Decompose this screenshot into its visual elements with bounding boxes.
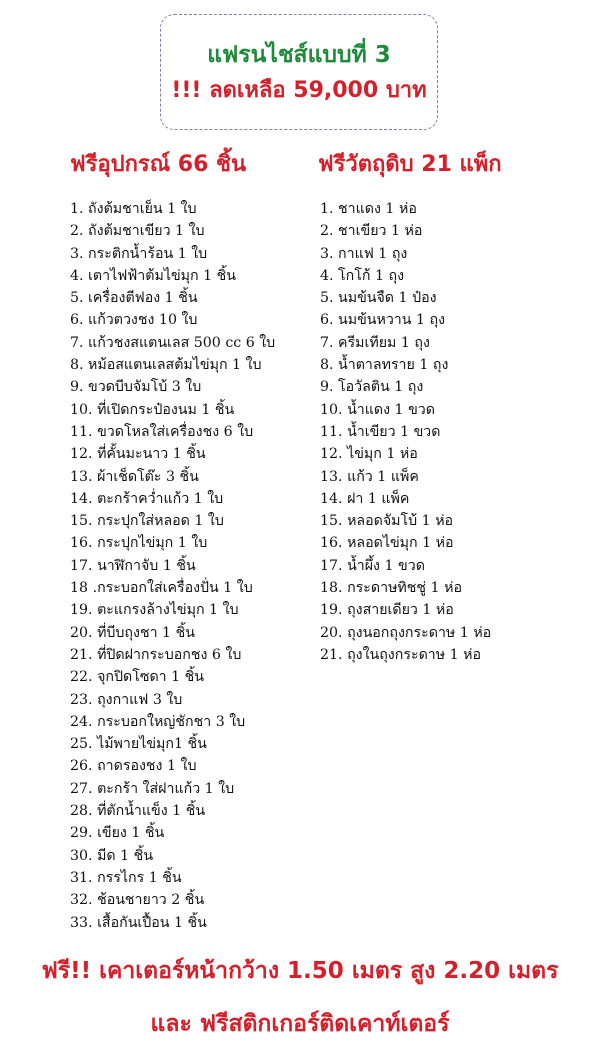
- equipment-item: 12. ที่คั้นมะนาว 1 ชิ้น: [70, 446, 206, 463]
- equipment-item: 2. ถังต้มชาเขียว 1 ใบ: [70, 223, 205, 240]
- equipment-item: 13. ผ้าเช็ดโต๊ะ 3 ชิ้น: [70, 468, 199, 485]
- equipment-item: 25. ไม้พายไข่มุก1 ชิ้น: [70, 736, 207, 753]
- ingredient-item: 19. ถุงสายเดียว 1 ห่อ: [320, 602, 454, 619]
- equipment-item: 4. เตาไฟฟ้าต้มไข่มุก 1 ชิ้น: [70, 267, 236, 284]
- ingredient-item: 20. ถุงนอกถุงกระดาษ 1 ห่อ: [320, 624, 492, 641]
- price-promo: !!! ลดเหลือ 59,000 บาท: [171, 78, 427, 103]
- ingredient-item: 13. แก้ว 1 แพ็ค: [320, 468, 419, 485]
- ingredient-item: 5. นมข้นจืด 1 ป๋อง: [320, 290, 437, 307]
- equipment-item: 7. แก้วชงสแตนเลส 500 cc 6 ใบ: [70, 334, 276, 351]
- ingredient-item: 2. ชาเขียว 1 ห่อ: [320, 223, 423, 240]
- equipment-heading: ฟรีอุปกรณ์ 66 ชิ้น: [70, 152, 247, 177]
- franchise-title: แฟรนไชส์แบบที่ 3: [207, 42, 391, 68]
- sticker-offer: และ ฟรีสติกเกอร์ติดเคาท์เตอร์: [150, 1011, 450, 1037]
- equipment-item: 9. ขวดบีบจัมโบ้ 3 ใบ: [70, 379, 202, 396]
- equipment-item: 19. ตะแกรงล้างไข่มุก 1 ใบ: [70, 602, 239, 619]
- ingredient-item: 15. หลอดจัมโบ้ 1 ห่อ: [320, 513, 454, 530]
- ingredient-item: 9. โอวัลติน 1 ถุง: [320, 379, 424, 396]
- ingredients-list: [320, 198, 491, 666]
- equipment-item: 33. เสื้อกันเปื้อน 1 ชิ้น: [70, 914, 207, 931]
- equipment-item: 5. เครื่องตีฟอง 1 ชิ้น: [70, 290, 198, 307]
- equipment-item: 8. หม้อสแตนเลสต้มไข่มุก 1 ใบ: [70, 357, 262, 374]
- ingredient-item: 1. ชาแดง 1 ห่อ: [320, 201, 417, 217]
- equipment-item: 24. กระบอกใหญ่ชักชา 3 ใบ: [70, 713, 246, 730]
- ingredient-item: 17. น้ำผึ้ง 1 ขวด: [320, 557, 425, 574]
- ingredient-item: 8. น้ำตาลทราย 1 ถุง: [320, 357, 449, 374]
- ingredient-item: 21. ถุงในถุงกระดาษ 1 ห่อ: [320, 646, 482, 663]
- equipment-list: [70, 198, 275, 934]
- equipment-item: 23. ถุงกาแฟ 3 ใบ: [70, 691, 183, 708]
- equipment-item: 28. ที่ตักน้ำแข็ง 1 ชิ้น: [70, 803, 206, 820]
- ingredient-item: 7. ครีมเทียม 1 ถุง: [320, 334, 430, 351]
- ingredient-item: 16. หลอดไข่มุก 1 ห่อ: [320, 535, 454, 552]
- ingredient-item: 3. กาแฟ 1 ถุง: [320, 245, 408, 262]
- equipment-item: 29. เขียง 1 ชิ้น: [70, 825, 165, 842]
- ingredient-item: 11. น้ำเขียว 1 ขวด: [320, 423, 441, 440]
- ingredient-item: 6. นมข้นหวาน 1 ถุง: [320, 312, 446, 329]
- ingredient-item: 12. ไข่มุก 1 ห่อ: [320, 446, 418, 463]
- ingredient-item: 14. ฝา 1 แพ็ค: [320, 490, 410, 507]
- equipment-item: 10. ที่เปิดกระป๋องนม 1 ชิ้น: [70, 401, 235, 418]
- equipment-item: 3. กระติกน้ำร้อน 1 ใบ: [70, 245, 208, 262]
- equipment-item: 31. กรรไกร 1 ชิ้น: [70, 869, 182, 886]
- equipment-item: 18 .กระบอกใส่เครื่องปั่น 1 ใบ: [70, 580, 253, 597]
- equipment-item: 6. แก้วตวงชง 10 ใบ: [70, 312, 198, 329]
- ingredient-item: 4. โกโก้ 1 ถุง: [320, 267, 405, 284]
- equipment-item: 20. ที่บีบถุงชา 1 ชิ้น: [70, 624, 195, 641]
- equipment-item: 16. กระปุกไข่มุก 1 ใบ: [70, 535, 208, 552]
- promo-header-box: [160, 14, 438, 130]
- equipment-item: 15. กระปุกใส่หลอด 1 ใบ: [70, 513, 224, 530]
- equipment-item: 26. ถาดรองชง 1 ใบ: [70, 758, 197, 775]
- equipment-item: 21. ที่ปิดฝากระบอกชง 6 ใบ: [70, 646, 242, 663]
- equipment-item: 11. ขวดโหลใส่เครื่องชง 6 ใบ: [70, 423, 254, 440]
- counter-offer: ฟรี!! เคาเตอร์หน้ากว้าง 1.50 เมตร สูง 2.20 เมตร: [41, 958, 559, 984]
- equipment-item: 17. นาฬิกาจับ 1 ชิ้น: [70, 557, 196, 574]
- equipment-item: 32. ช้อนชายาว 2 ชิ้น: [70, 892, 205, 909]
- ingredient-item: 10. น้ำแดง 1 ขวด: [320, 401, 435, 418]
- ingredient-item: 18. กระดาษทิชชู่ 1 ห่อ: [320, 580, 462, 597]
- equipment-item: 22. จุกปิดโซดา 1 ชิ้น: [70, 669, 204, 686]
- equipment-item: 1. ถังต้มชาเย็น 1 ใบ: [70, 201, 197, 217]
- equipment-item: 14. ตะกร้าคว่ำแก้ว 1 ใบ: [70, 490, 224, 507]
- equipment-item: 30. มีด 1 ชิ้น: [70, 847, 154, 864]
- equipment-item: 27. ตะกร้า ใส่ฝาแก้ว 1 ใบ: [70, 780, 235, 797]
- ingredients-heading: ฟรีวัตถุดิบ 21 แพ็ก: [318, 152, 502, 177]
